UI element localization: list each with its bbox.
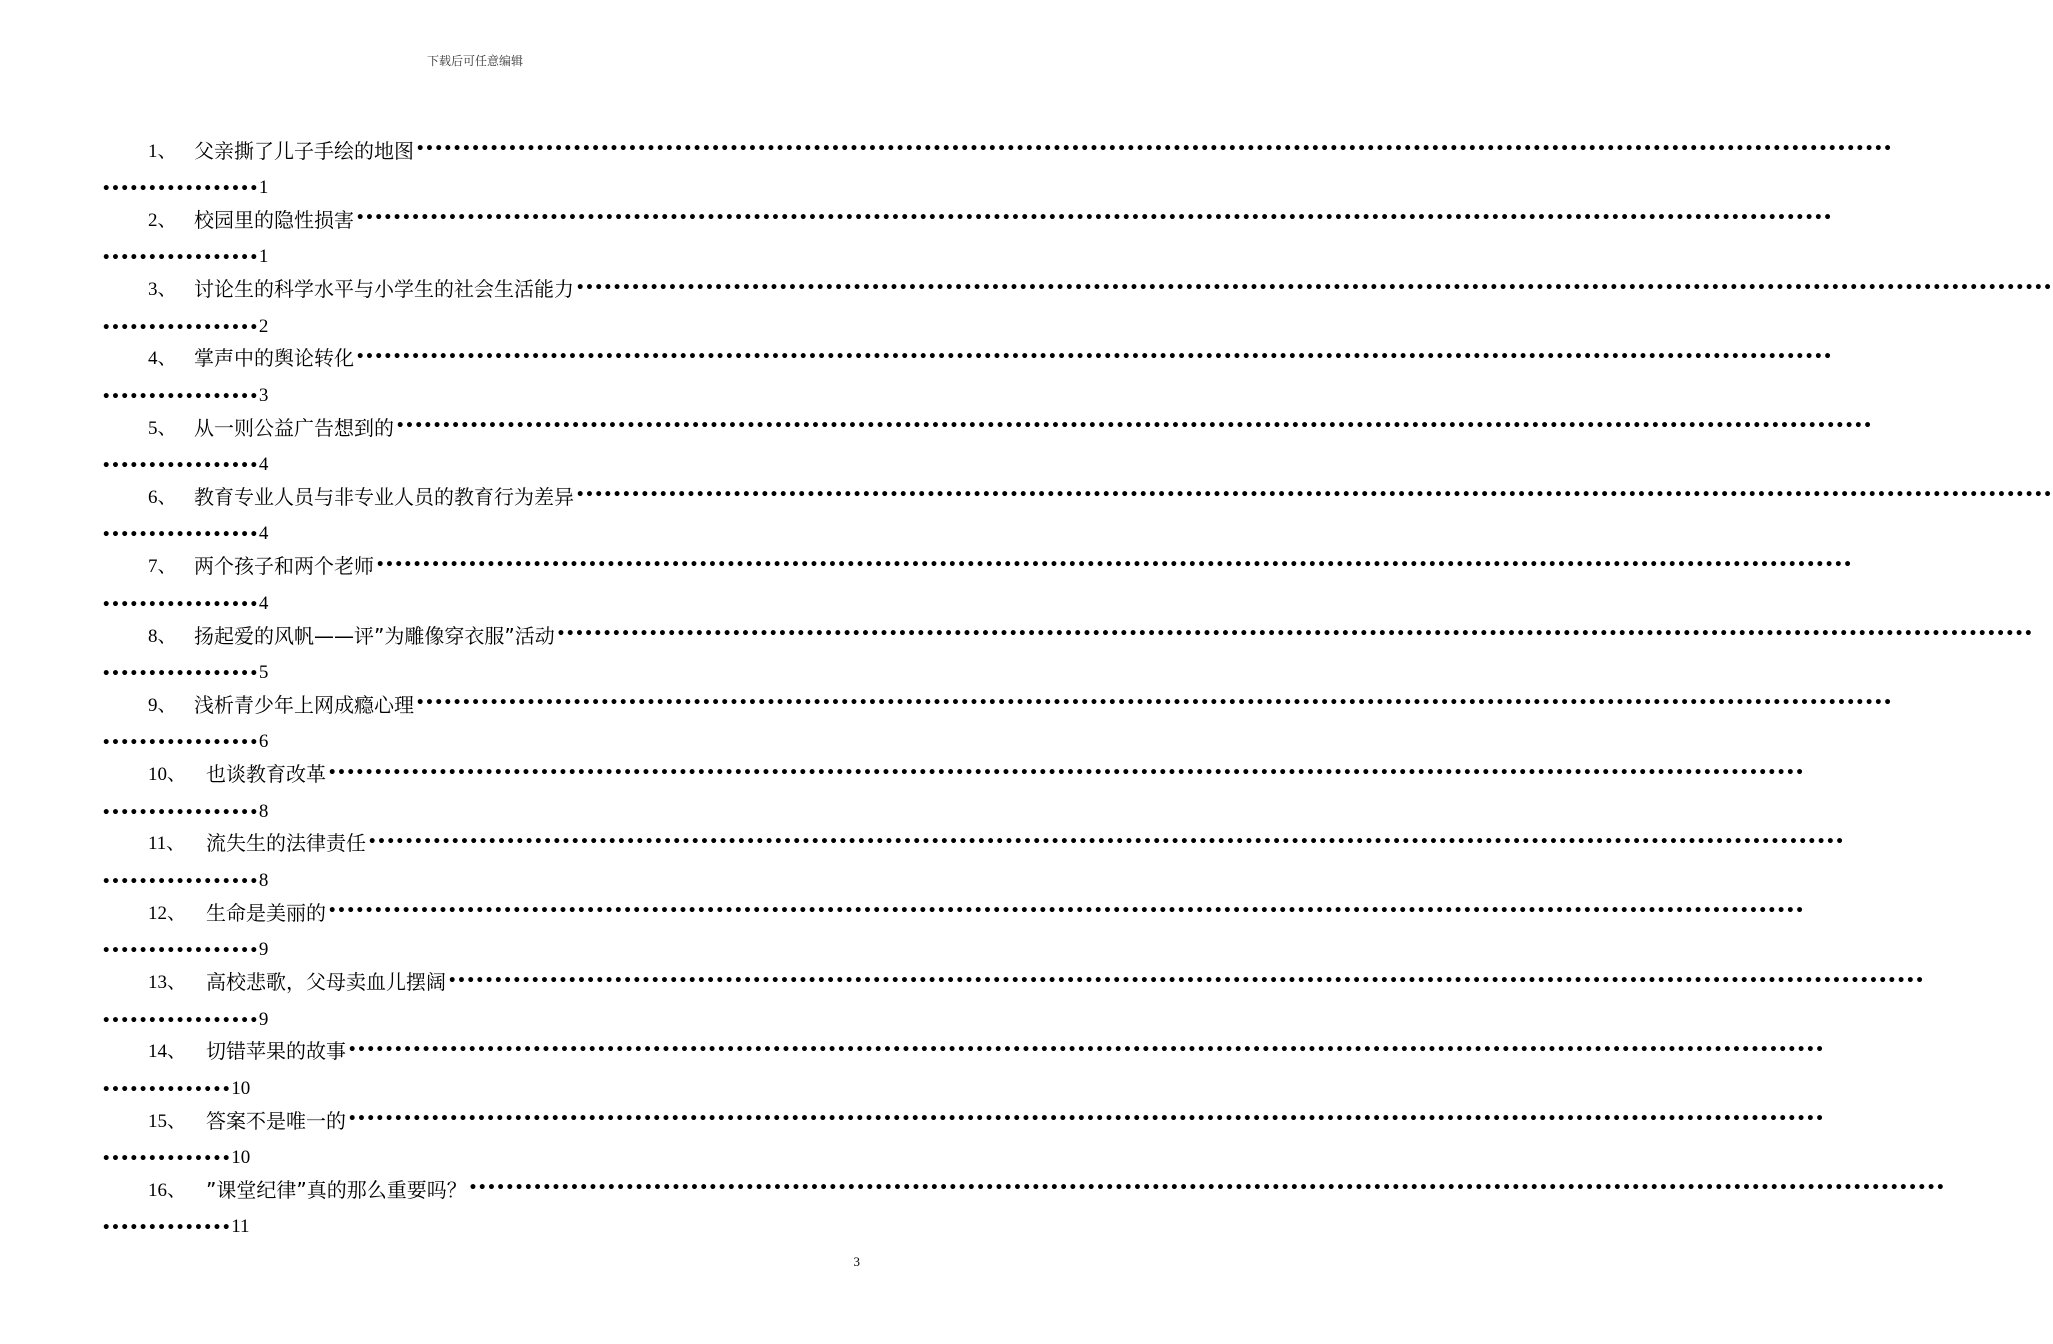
toc-entry-page-line <box>102 721 268 751</box>
dot-leader: ••••••••••••••••• <box>102 388 259 405</box>
toc-entry-page-line <box>102 1206 250 1236</box>
toc-entry-number: 15、 <box>148 1110 187 1132</box>
toc-entry-title-line <box>148 825 1845 859</box>
toc-entry-title[interactable]: 校园里的隐性损害 <box>194 207 354 232</box>
dot-leader: ••••••••••••••••• <box>102 527 259 544</box>
dot-leader: •••••••••••••••••••••••••••••••••••••••••••••••••••••••••••••••••••••••••••••••••••••••••••••••••••••••••••••••••••••••••••••••••••••••••••••••••••••••••••••••• <box>328 903 1805 920</box>
toc-entry-page-number: 8 <box>258 869 269 891</box>
toc-entry[interactable] <box>0 1033 1825 1102</box>
toc-entry-number: 14、 <box>148 1041 187 1063</box>
dot-leader: •••••••••••••• <box>102 1151 232 1168</box>
dot-leader: •••••••••••••••••••••••••••••••••••••••••••••••••••••••••••••••••••••••••••••••••••••••••••••••••••••••••••••••••••••••••••••••••••••••••••••••••••••••••••••••• <box>328 764 1805 781</box>
toc-entry[interactable] <box>0 201 1833 270</box>
toc-entry-title[interactable]: 掌声中的舆论转化 <box>194 346 354 371</box>
toc-entry-page-number: 8 <box>258 800 269 822</box>
toc-entry-title[interactable]: 生命是美丽的 <box>206 900 326 925</box>
dot-leader: •••••••••••••• <box>102 1220 232 1237</box>
toc-entry[interactable] <box>0 825 1845 894</box>
dot-leader: ••••••••••••••••• <box>102 319 259 336</box>
dot-leader: •••••••••••••••••••••••••••••••••••••••••••••••••••••••••••••••••••••••••••••••••••••••••••••••••••••••••••••••••••••••••••••••••••••••••••••••••••••••••••••••• <box>416 695 1893 712</box>
dot-leader: •••••••••••••••••••••••••••••••••••••••••••••••••••••••••••••••••••••••••••••••••••••••••••••••••••••••••••••••••••••••••••••••••••••••••••••••••••••••••••••••• <box>396 418 1873 435</box>
toc-entry-page-number: 5 <box>258 662 269 684</box>
toc-entry-title[interactable]: 浅析青少年上网成瘾心理 <box>194 692 414 717</box>
toc-entry-title[interactable]: 答案不是唯一的 <box>206 1108 346 1133</box>
dot-leader: ••••••••••••••••• <box>102 181 259 197</box>
toc-entry-title[interactable]: 父亲撕了儿子手绘的地图 <box>194 138 414 163</box>
toc-entry-page-line <box>102 167 268 197</box>
dot-leader: •••••••••••••••••••••••••••••••••••••••••••••••••••••••••••••••••••••••••••••••••••••••••••••••••••••••••••••••••••••••••••••••••••••••••••••••••••••••••••••••• <box>376 556 1853 573</box>
toc-entry-title[interactable]: 教育专业人员与非专业人员的教育行为差异 <box>194 484 574 509</box>
toc-entry-page-line <box>102 999 268 1029</box>
toc-entry-title[interactable]: 高校悲歌，父母卖血儿摆阔 <box>206 970 446 995</box>
toc-entry[interactable] <box>0 340 1833 409</box>
page-header: 下载后可任意编辑 <box>426 54 523 68</box>
toc-entry-title[interactable]: 两个孩子和两个老师 <box>194 554 374 579</box>
toc-entry[interactable] <box>0 964 1925 1033</box>
toc-entry-page-line <box>102 583 268 613</box>
dot-leader: ••••••••••••••••• <box>102 1012 259 1029</box>
dot-leader: ••••••••••••••••• <box>102 596 259 613</box>
toc-entry-page-number: 1 <box>258 246 269 268</box>
toc-entry-number: 6、 <box>148 486 177 508</box>
toc-entry-number: 4、 <box>148 348 177 370</box>
toc-entry-page-number: 4 <box>258 454 269 476</box>
toc-entry-title-line <box>148 1171 1946 1205</box>
dot-leader: •••••••••••••••••••••••••••••••••••••••••••••••••••••••••••••••••••••••••••••••••••••••••••••••••••••••••••••••••••••••••••••••••••••••••••••••••••••••••••••••• <box>468 1180 1946 1197</box>
toc-entry-page-number: 10 <box>231 1077 251 1099</box>
toc-entry-page-line <box>102 791 268 821</box>
table-of-contents <box>0 132 2053 1241</box>
toc-entry-page-line <box>102 236 268 266</box>
toc-entry-number: 5、 <box>148 417 177 439</box>
toc-entry-title-line <box>148 201 1833 235</box>
dot-leader: •••••••••••••••••••••••••••••••••••••••••••••••••••••••••••••••••••••••••••••••••••••••••••••••••••••••••••••••••••••••••••••••••••••••••••••••••••••••••••••••• <box>356 348 1833 365</box>
toc-entry-title-line <box>148 1033 1825 1067</box>
toc-entry-page-number: 4 <box>258 592 269 614</box>
toc-entry-page-line <box>102 513 268 543</box>
toc-entry[interactable] <box>0 894 1805 963</box>
dot-leader: ••••••••••••••••• <box>102 666 259 683</box>
toc-entry-page-number: 11 <box>231 1216 250 1238</box>
toc-entry-number: 10、 <box>148 764 187 786</box>
toc-entry[interactable] <box>0 1171 1946 1240</box>
toc-entry-number: 11、 <box>148 833 186 855</box>
toc-entry-number: 1、 <box>148 140 177 162</box>
dot-leader: •••••••••••••••••••••••••••••••••••••••••••••••••••••••••••••••••••••••••••••••••••••••••••••••••••••••••••••••••••••••••••••••••••••••••••••••••••••••••••••••• <box>348 1041 1825 1058</box>
dot-leader: ••••••••••••••••• <box>102 943 259 960</box>
toc-entry-number: 12、 <box>148 902 187 924</box>
dot-leader: •••••••••••••••••••••••••••••••••••••••••••••••••••••••••••••••••••••••••••••••••••••••••••••••••••••••••••••••••••••••••••••••••••••••••••••••••••••••••••••••• <box>448 972 1925 989</box>
toc-entry-page-number: 4 <box>258 523 269 545</box>
toc-entry-title-line <box>148 271 2053 305</box>
dot-leader: ••••••••••••••••• <box>102 250 259 267</box>
toc-entry-page-number: 3 <box>258 384 269 406</box>
toc-entry[interactable] <box>0 271 2053 340</box>
toc-entry-title[interactable]: 流失生的法律责任 <box>206 831 366 856</box>
toc-entry-title[interactable]: ”课堂纪律”真的那么重要吗？ <box>206 1177 467 1202</box>
toc-entry[interactable] <box>0 756 1805 825</box>
toc-entry-page-line <box>102 375 268 405</box>
toc-entry-page-number: 6 <box>258 731 269 753</box>
toc-entry-title-line <box>148 548 1853 582</box>
dot-leader: •••••••••••••••••••••••••••••••••••••••••••••••••••••••••••••••••••••••••••••••••••••••••••••••••••••••••••••••••••••••••••••••••••••••••••••••••••••••••••••••• <box>368 833 1845 850</box>
toc-entry-title-line <box>148 617 2034 651</box>
toc-entry-title-line <box>148 1102 1825 1136</box>
dot-leader: •••••••••••••••••••••••••••••••••••••••••••••••••••••••••••••••••••••••••••••••••••••••••••••••••••••••••••••••••••••••••••••••••••••••••••••••••••••••••••••••• <box>416 141 1893 157</box>
dot-leader: •••••••••••••••••••••••••••••••••••••••••••••••••••••••••••••••••••••••••••••••••••••••••••••••••••••••••••••••••••••••••••••••••••••••••••••••••••••••••••••••• <box>576 279 2053 296</box>
toc-entry-page-line <box>102 860 268 890</box>
toc-entry-page-line <box>102 652 268 682</box>
toc-entry-page-number: 9 <box>258 939 269 961</box>
toc-entry-number: 3、 <box>148 279 177 301</box>
toc-entry-page-number: 2 <box>258 315 269 337</box>
toc-entry-number: 9、 <box>148 694 177 716</box>
toc-entry[interactable] <box>0 409 1873 478</box>
toc-entry-title-line <box>148 756 1805 790</box>
toc-entry-title[interactable]: 切错苹果的故事 <box>206 1039 346 1064</box>
toc-entry[interactable] <box>0 548 1853 617</box>
toc-entry-title[interactable]: 扬起爱的风帆——评”为雕像穿衣服”活动 <box>194 623 555 648</box>
toc-entry-title-line <box>148 964 1925 998</box>
dot-leader: •••••••••••••••••••••••••••••••••••••••••••••••••••••••••••••••••••••••••••••••••••••••••••••••••••••••••••••••••••••••••••••••••••••••••••••••••••••••••••••••• <box>556 626 2034 643</box>
dot-leader: •••••••••••••••••••••••••••••••••••••••••••••••••••••••••••••••••••••••••••••••••••••••••••••••••••••••••••••••••••••••••••••••••••••••••••••••••••••••••••••••• <box>356 210 1833 227</box>
dot-leader: ••••••••••••••••• <box>102 804 259 821</box>
toc-entry-title-line <box>148 894 1805 928</box>
toc-entry-title[interactable]: 也谈教育改革 <box>206 762 326 787</box>
toc-entry[interactable] <box>0 617 2034 686</box>
toc-entry-number: 8、 <box>148 625 177 647</box>
toc-entry-title[interactable]: 讨论生的科学水平与小学生的社会生活能力 <box>194 277 574 302</box>
dot-leader: ••••••••••••••••• <box>102 458 259 475</box>
toc-entry-page-line <box>102 929 268 959</box>
toc-entry[interactable] <box>0 1102 1825 1171</box>
toc-entry-page-number: 1 <box>258 177 269 198</box>
dot-leader: •••••••••••••••••••••••••••••••••••••••••••••••••••••••••••••••••••••••••••••••••••••••••••••••••••••••••••••••••••••••••••••••••••••••••••••••••••••••••••••••• <box>576 487 2053 504</box>
dot-leader: ••••••••••••••••• <box>102 735 259 752</box>
page-number: 3 <box>853 1254 860 1269</box>
toc-entry-number: 2、 <box>148 209 177 231</box>
toc-entry-title-line <box>148 686 1893 720</box>
toc-entry-page-line <box>102 1137 250 1167</box>
toc-entry-page-line <box>102 306 268 336</box>
dot-leader: •••••••••••••••••••••••••••••••••••••••••••••••••••••••••••••••••••••••••••••••••••••••••••••••••••••••••••••••••••••••••••••••••••••••••••••••••••••••••••••••• <box>348 1111 1825 1128</box>
toc-entry-number: 7、 <box>148 556 177 578</box>
toc-entry-page-line <box>102 444 268 474</box>
toc-entry[interactable] <box>0 686 1893 755</box>
toc-entry-title-line <box>148 409 1873 443</box>
toc-entry-title-line <box>148 132 1893 166</box>
toc-entry-page-number: 10 <box>231 1147 251 1169</box>
toc-entry[interactable] <box>0 478 2053 547</box>
toc-entry-page-number: 9 <box>258 1008 269 1030</box>
toc-entry-number: 13、 <box>148 972 187 994</box>
toc-entry[interactable] <box>0 132 1893 201</box>
toc-entry-title[interactable]: 从一则公益广告想到的 <box>194 415 394 440</box>
toc-entry-title-line <box>148 340 1833 374</box>
toc-entry-title-line <box>148 478 2053 512</box>
toc-entry-number: 16、 <box>148 1179 187 1201</box>
toc-entry-page-line <box>102 1068 250 1098</box>
dot-leader: ••••••••••••••••• <box>102 873 259 890</box>
dot-leader: •••••••••••••• <box>102 1081 232 1098</box>
